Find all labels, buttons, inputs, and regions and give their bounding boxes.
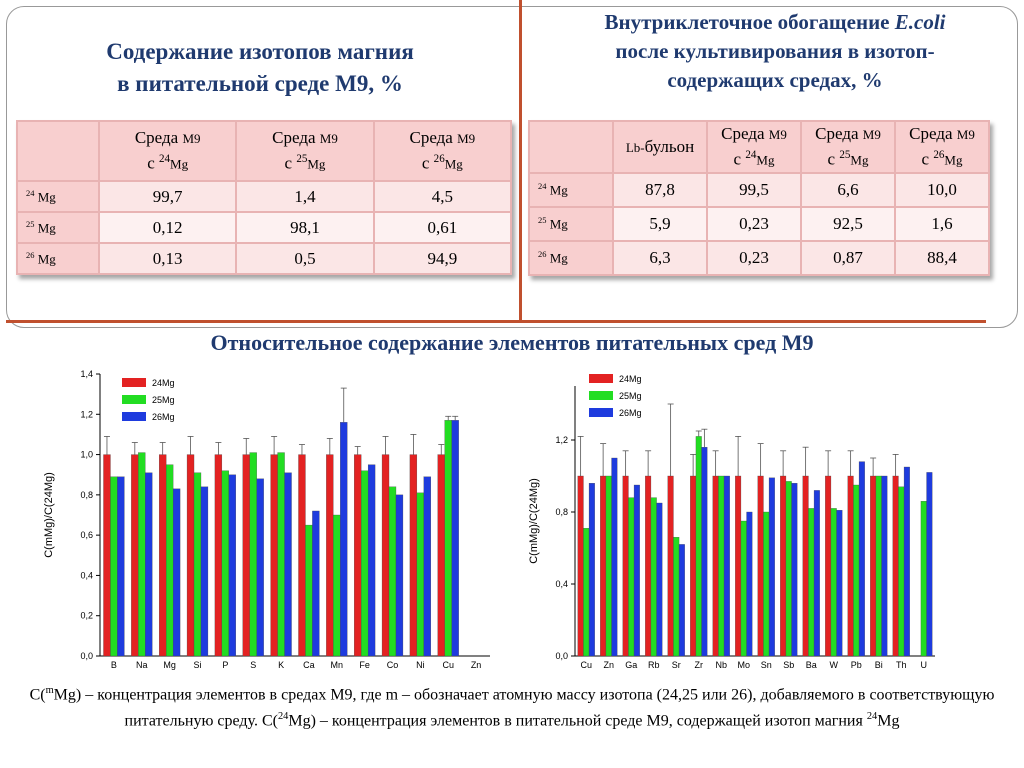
table-cell: 10,0 [895,173,989,207]
x-tick-label: Nb [715,660,728,670]
right-title-line1: Внутриклеточное обогащение E.coli [604,10,946,34]
bar [229,475,236,656]
x-tick-label: Zr [694,660,703,670]
bar [600,476,606,656]
x-tick-label: Zn [470,660,482,670]
section-title: Относительное содержание элементов питательных сред М9 [210,330,814,355]
lb-broth-header: Lb-бульон [613,121,707,173]
y-tick-label: 0,0 [80,651,93,661]
table-row [529,173,989,207]
bar [769,478,775,656]
bar [696,436,702,656]
table-cell: 98,1 [236,212,373,243]
bar [110,477,117,656]
y-tick-label: 0,6 [80,530,93,541]
bar [361,471,368,656]
x-tick-label: Mn [330,660,344,670]
table-cell: 92,5 [801,207,895,241]
table-cell: 0,23 [707,241,801,275]
row-header: $^{26}$ Mg [17,243,99,274]
bar [763,512,769,656]
table-row [529,207,989,241]
bar [312,511,319,656]
bar [368,465,375,656]
chart-right [525,370,945,680]
table-cell: 0,12 [99,212,236,243]
bar [876,476,882,656]
left-title-line2: в питательной среде М9, % [117,71,403,96]
left-isotope-table [16,120,512,275]
table-cell: 1,6 [895,207,989,241]
bar [250,453,257,656]
bar [921,501,927,656]
table-cell: 0,13 [99,243,236,274]
table-cell: 1,4 [236,181,373,212]
table-cell: 0,61 [374,212,511,243]
right-enrichment-table [528,120,990,276]
bar [741,521,747,656]
bar [859,462,865,656]
bar [333,515,340,656]
bar [389,487,396,656]
table-cell: 87,8 [613,173,707,207]
table-cell: 6,3 [613,241,707,275]
bar [201,487,208,656]
bar [651,498,657,656]
bar [187,455,194,656]
bar [340,422,347,656]
bar [354,455,361,656]
bar [173,489,180,656]
y-tick-label: 0,2 [80,610,93,621]
y-tick-label: 0,0 [555,651,568,661]
bar [424,477,431,656]
y-tick-label: 0,4 [555,579,568,589]
x-tick-label: Sb [783,660,795,670]
bar [747,512,753,656]
bar [215,455,222,656]
bar [589,483,595,656]
x-tick-label: Mg [163,660,176,670]
bar [138,453,145,656]
chart-left [40,360,500,680]
bar [927,472,933,656]
table-row [17,243,511,274]
left-header-cell: Среда М9 с $^{26}$Mg [374,121,511,181]
bar [166,465,173,656]
bar [668,476,674,656]
y-axis-label: C(mMg)/C(24Mg) [528,478,540,564]
legend-label: 25Mg [152,395,175,405]
x-tick-label: Ga [625,660,638,670]
table-cell: 5,9 [613,207,707,241]
bar [103,455,110,656]
x-tick-label: Cu [580,660,593,670]
legend-label: 26Mg [152,412,175,422]
bar [578,476,584,656]
row-header: $^{25}$ Mg [17,212,99,243]
x-tick-label: Pb [850,660,862,670]
bar [417,493,424,656]
bar [645,476,651,656]
legend-swatch [122,378,146,387]
legend-swatch [589,374,613,383]
bar [326,455,333,656]
legend-swatch [589,408,613,417]
bar [870,476,876,656]
right-title-line3: содержащих средах, % [667,68,883,92]
bar [243,455,250,656]
legend-label: 25Mg [619,391,642,401]
bar [882,476,888,656]
bar [831,508,837,656]
bar [848,476,854,656]
x-tick-label: Si [193,660,202,670]
x-tick-label: U [920,660,927,670]
x-tick-label: Fe [359,660,370,670]
bar [634,485,640,656]
table-row [529,241,989,275]
right-table-corner [529,121,613,173]
left-table-corner [17,121,99,181]
bar [222,471,229,656]
bar [612,458,618,656]
y-tick-label: 1,2 [80,409,93,420]
caption: C($^m$Mg) – концентрация элементов в средах М9, где m – обозначает атомную массу изотопа (24,25 или 26), добавляемого в соответствующую питательную среду. C($^{24}$Mg) – концентрация элементов в питательной среде М9, содержащей изотоп магния $^{24}$Mg [29,685,995,730]
table-cell: 88,4 [895,241,989,275]
bar [735,476,741,656]
bar [131,455,138,656]
bar [780,476,786,656]
row-header: $^{24}$ Mg [529,173,613,207]
legend-swatch [122,412,146,421]
bar [298,455,305,656]
right-header-cell: Среда М9 с $^{25}$Mg [801,121,895,173]
bar [702,447,708,656]
row-header: $^{26}$ Mg [529,241,613,275]
y-tick-label: 0,8 [555,507,568,517]
bar [713,476,719,656]
table-cell: 0,23 [707,207,801,241]
x-tick-label: Mo [737,660,751,670]
bar [623,476,629,656]
bar [628,498,634,656]
bar [410,455,417,656]
legend-swatch [589,391,613,400]
bar [145,473,152,656]
bar [438,455,445,656]
x-tick-label: Zn [603,660,615,670]
bar [679,544,685,656]
x-tick-label: Ca [303,660,315,670]
bar [445,420,452,656]
legend-swatch [122,395,146,404]
x-tick-label: Rb [647,660,660,670]
legend-label: 24Mg [619,374,642,384]
x-tick-label: S [250,660,257,670]
bar [452,420,459,656]
bar [117,477,124,656]
bar [285,473,292,656]
bar [396,495,403,656]
table-row [17,212,511,243]
table-cell: 94,9 [374,243,511,274]
legend-label: 24Mg [152,378,175,388]
row-header: $^{24}$ Mg [17,181,99,212]
bar [278,453,285,656]
left-title-line1: Содержание изотопов магния [106,39,414,64]
bar [898,487,904,656]
bar [271,455,278,656]
bar [893,476,899,656]
table-cell: 6,6 [801,173,895,207]
right-header-cell: Среда М9 с $^{24}$Mg [707,121,801,173]
bar [853,485,859,656]
y-tick-label: 1,4 [80,369,93,379]
y-tick-label: 1,0 [80,449,93,460]
x-tick-label: B [110,660,117,670]
x-tick-label: P [222,660,229,670]
table-cell: 0,87 [801,241,895,275]
bar [904,467,910,656]
right-panel-title [540,8,1010,95]
legend-label: 26Mg [619,408,642,418]
table-cell: 0,5 [236,243,373,274]
x-tick-label: Cu [442,660,454,670]
x-tick-label: K [278,660,285,670]
bar [159,455,166,656]
bar [814,490,820,656]
right-header-cell: Среда М9 с $^{26}$Mg [895,121,989,173]
x-tick-label: Sn [760,660,772,670]
vertical-divider [519,0,522,322]
bar [583,528,589,656]
bar [786,481,792,656]
row-header: $^{25}$ Mg [529,207,613,241]
x-tick-label: Bi [874,660,883,670]
x-tick-label: Sr [671,660,681,670]
left-panel-title [40,36,480,100]
x-tick-label: Ba [805,660,817,670]
table-cell: 99,5 [707,173,801,207]
y-tick-label: 0,8 [80,489,93,500]
x-tick-label: Na [136,660,148,670]
bar [724,476,730,656]
bar [673,537,679,656]
bar [305,525,312,656]
bar [825,476,831,656]
bar [690,476,696,656]
bar [657,503,663,656]
x-tick-label: Ni [416,660,425,670]
bar [808,508,814,656]
right-title-line2: после культивирования в изотоп- [615,39,935,63]
x-tick-label: Th [895,660,907,670]
left-header-cell: Среда М9 с $^{25}$Mg [236,121,373,181]
y-tick-label: 1,2 [555,435,568,445]
bar [382,455,389,656]
horizontal-divider [6,320,986,323]
bar [194,473,201,656]
bar [758,476,764,656]
table-cell: 4,5 [374,181,511,212]
bar [837,510,843,656]
left-header-cell: Среда М9 с $^{24}$Mg [99,121,236,181]
bar [606,476,612,656]
bar [792,483,798,656]
table-row [17,181,511,212]
bar [718,476,724,656]
bar [257,479,264,656]
bar [803,476,809,656]
x-tick-label: Co [386,660,399,670]
table-cell: 99,7 [99,181,236,212]
y-tick-label: 0,4 [80,570,93,581]
y-axis-label: C(mMg)/C(24Mg) [43,472,55,558]
x-tick-label: W [829,660,838,670]
